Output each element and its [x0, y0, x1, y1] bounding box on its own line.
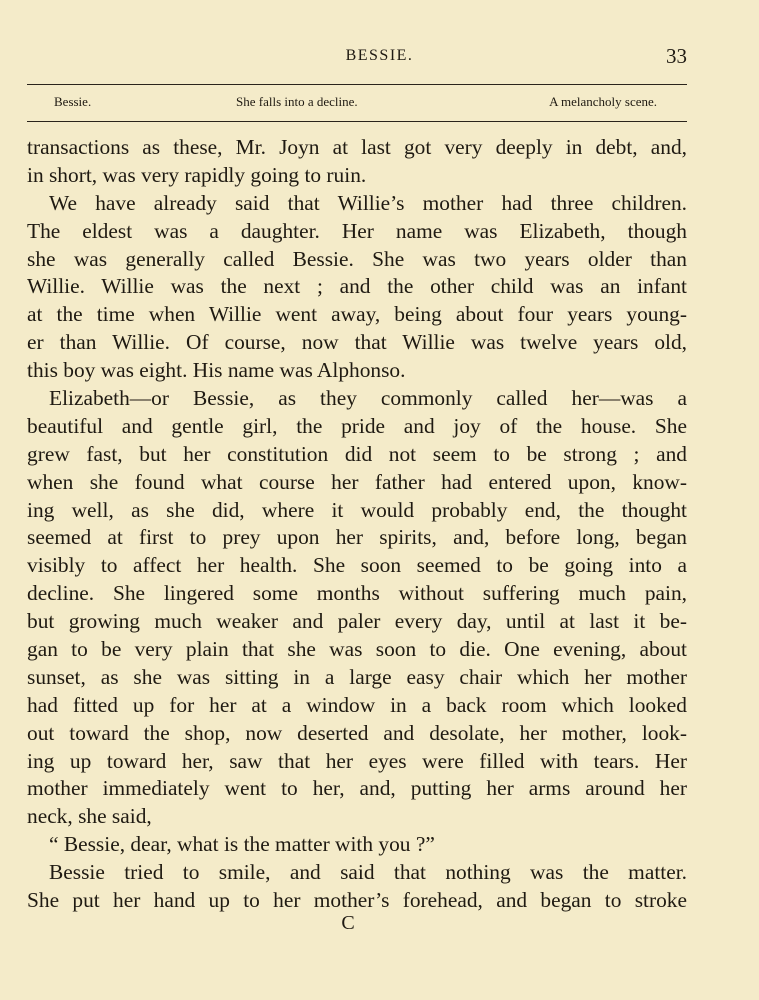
text-line: sunset, as she was sitting in a large easy chair which her mother	[27, 664, 687, 689]
text-line: er than Willie. Of course, now that Willie was twelve years old,	[27, 330, 687, 355]
text-line: grew fast, but her constitution did not seem to be strong ; and	[27, 441, 687, 466]
text-line: “ Bessie, dear, what is the matter with you ?”	[49, 832, 435, 857]
text-line: out toward the shop, now deserted and desolate, her mother, look-	[27, 720, 687, 745]
text-line: beautiful and gentle girl, the pride and joy of the house. She	[27, 413, 687, 438]
page-number: 33	[666, 44, 687, 68]
text-line: Bessie tried to smile, and said that nothing was the matter.	[49, 860, 687, 885]
text-line: decline. She lingered some months without suffering much pain,	[27, 581, 687, 606]
text-line: seemed at first to prey upon her spirits, and, before long, began	[27, 525, 687, 550]
signature-mark: C	[341, 912, 355, 934]
header-rule-top	[27, 84, 687, 85]
text-line: she was generally called Bessie. She was two years older than	[27, 246, 687, 271]
text-line: at the time when Willie went away, being about four years young-	[27, 302, 687, 327]
text-line: The eldest was a daughter. Her name was Elizabeth, though	[27, 218, 687, 243]
text-line: mother immediately went to her, and, putting her arms around her	[27, 776, 687, 801]
text-line: gan to be very plain that she was soon to die. One evening, about	[27, 637, 687, 662]
text-line: visibly to affect her health. She soon seemed to be going into a	[27, 553, 687, 578]
text-line: She put her hand up to her mother’s forehead, and began to stroke	[27, 888, 687, 913]
body-text	[27, 134, 687, 915]
text-line: Elizabeth—or Bessie, as they commonly called her—was a	[49, 386, 687, 411]
text-line: ing up toward her, saw that her eyes were filled with tears. Her	[27, 748, 687, 773]
text-line: when she found what course her father had entered upon, know-	[27, 469, 687, 494]
text-line: Willie. Willie was the next ; and the other child was an infant	[27, 274, 687, 299]
text-line: this boy was eight. His name was Alphonso.	[27, 358, 406, 383]
text-line: We have already said that Willie’s mother had three children.	[49, 190, 687, 215]
header-rule-bottom	[27, 121, 687, 122]
running-title: BESSIE.	[345, 47, 414, 64]
side-note-center: She falls into a decline.	[236, 94, 358, 109]
page-header	[0, 44, 759, 73]
text-line: transactions as these, Mr. Joyn at last got very deeply in debt, and,	[27, 135, 687, 159]
side-notes	[27, 94, 687, 114]
text-line: in short, was very rapidly going to ruin.	[27, 162, 367, 187]
text-line: but growing much weaker and paler every day, until at last it be-	[27, 609, 687, 634]
side-note-left: Bessie.	[54, 94, 92, 109]
text-line: had fitted up for her at a window in a back room which looked	[27, 692, 687, 717]
text-line: ing well, as she did, where it would probably end, the thought	[27, 497, 687, 522]
text-line: neck, she said,	[27, 804, 152, 829]
side-note-right: A melancholy scene.	[549, 94, 657, 109]
